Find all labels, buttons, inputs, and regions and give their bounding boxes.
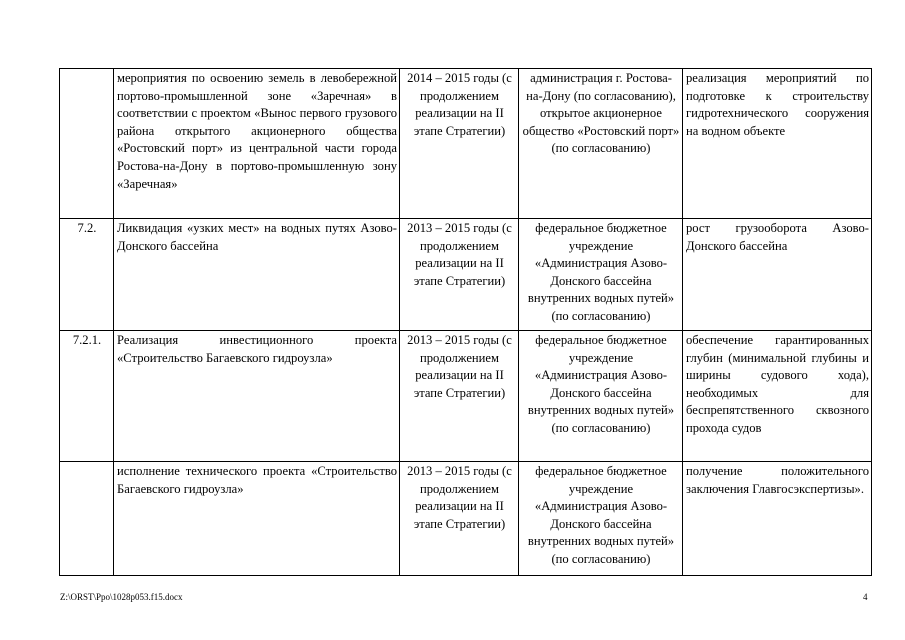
result-cell: получение положительного заключения Главгосэкспертизы». xyxy=(683,462,872,576)
row-number xyxy=(60,462,114,576)
action-cell: мероприятия по освоению земель в левобережной портово-промышленной зоне «Заречная» в соответствии с проектом «Вынос первого грузового района открытого акционерного общества «Ростовский порт» из центральной части города Ростова-на-Дону в портово-промышленную зону «Заречная» xyxy=(114,69,400,219)
action-cell: Ликвидация «узких мест» на водных путях Азово-Донского бассейна xyxy=(114,219,400,331)
action-cell: исполнение технического проекта «Строительство Багаевского гидроузла» xyxy=(114,462,400,576)
action-cell: Реализация инвестиционного проекта «Строительство Багаевского гидроузла» xyxy=(114,331,400,462)
result-cell: рост грузооборота Азово-Донского бассейна xyxy=(683,219,872,331)
result-cell: реализация мероприятий по подготовке к строительству гидротехнического сооружения на водном объекте xyxy=(683,69,872,219)
period-cell: 2013 – 2015 годы (с продолжением реализации на II этапе Стратегии) xyxy=(400,219,519,331)
table-row xyxy=(60,331,872,462)
row-number: 7.2. xyxy=(60,219,114,331)
responsible-cell: администрация г. Ростова-на-Дону (по согласованию), открытое акционерное общество «Ростовский порт» (по согласованию) xyxy=(519,69,683,219)
row-number xyxy=(60,69,114,219)
period-cell: 2013 – 2015 годы (с продолжением реализации на II этапе Стратегии) xyxy=(400,331,519,462)
period-cell: 2014 – 2015 годы (с продолжением реализации на II этапе Стратегии) xyxy=(400,69,519,219)
responsible-cell: федеральное бюджетное учреждение «Администрация Азово-Донского бассейна внутренних водных путей» (по согласованию) xyxy=(519,219,683,331)
table-row xyxy=(60,69,872,219)
row-number: 7.2.1. xyxy=(60,331,114,462)
document-path: Z:\ORST\Ppo\1028p053.f15.docx xyxy=(60,592,183,602)
responsible-cell: федеральное бюджетное учреждение «Администрация Азово-Донского бассейна внутренних водных путей» (по согласованию) xyxy=(519,331,683,462)
table-row xyxy=(60,462,872,576)
responsible-cell: федеральное бюджетное учреждение «Администрация Азово-Донского бассейна внутренних водных путей» (по согласованию) xyxy=(519,462,683,576)
period-cell: 2013 – 2015 годы (с продолжением реализации на II этапе Стратегии) xyxy=(400,462,519,576)
measures-table xyxy=(59,68,872,576)
page-number: 4 xyxy=(863,592,868,602)
result-cell: обеспечение гарантированных глубин (минимальной глубины и ширины судового хода), необходимых для беспрепятственного сквозного прохода судов xyxy=(683,331,872,462)
table-row xyxy=(60,219,872,331)
